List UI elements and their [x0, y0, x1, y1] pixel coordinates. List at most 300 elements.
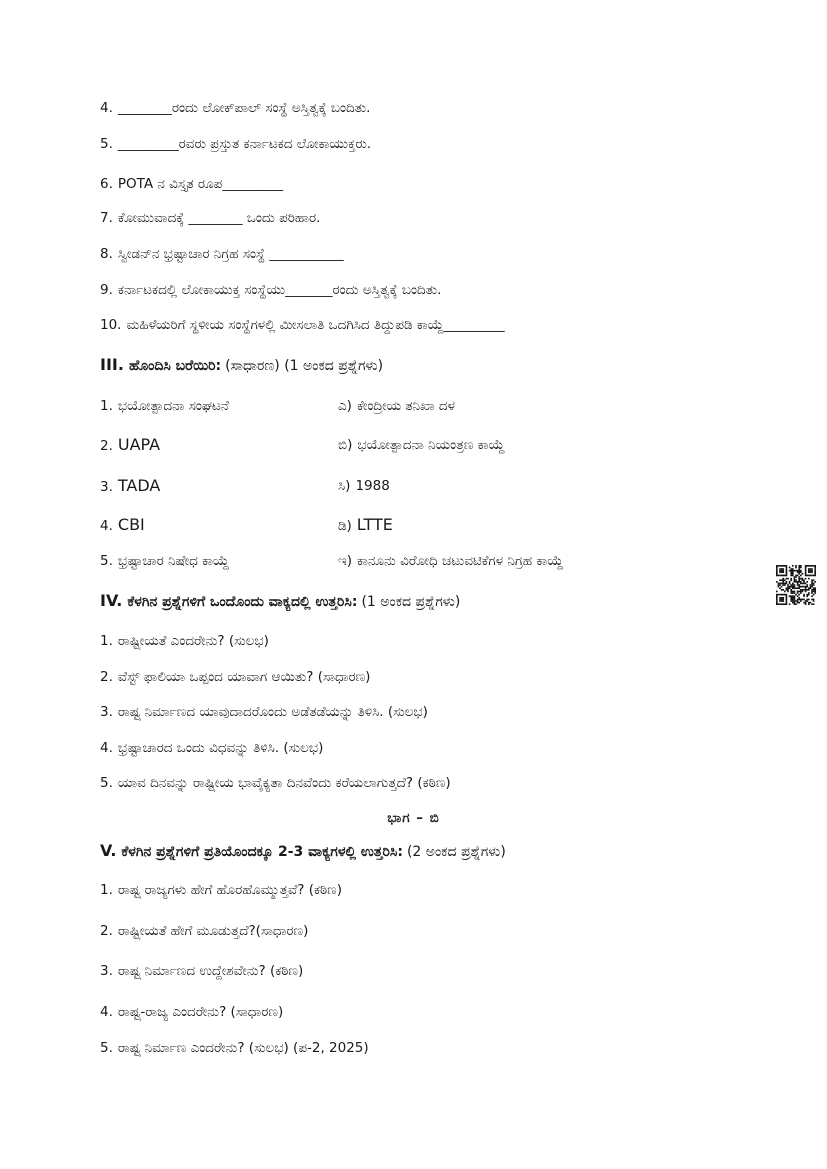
- qr-module: [789, 587, 791, 589]
- qr-module: [792, 599, 794, 601]
- qr-module: [803, 594, 805, 596]
- qr-module: [782, 578, 784, 580]
- qr-module: [790, 595, 792, 597]
- match-left-item: [100, 515, 330, 536]
- qr-module: [790, 568, 792, 570]
- qr-module: [806, 600, 808, 602]
- question-text: ರಾಷ್ಟ್ರ ನಿರ್ಮಾಣದ ಉದ್ದೇಶವೇನು? (ಕಠಿಣ): [117, 963, 304, 979]
- match-key: ಸಿ): [338, 478, 351, 494]
- qr-module: [800, 599, 802, 601]
- qr-module: [795, 567, 797, 569]
- section-title: ಕೆಳಗಿನ ಪ್ರಶ್ನೆಗಳಿಗೆ ಒಂದೊಂದು ವಾಕ್ಯದಲ್ಲಿ ಉತ್ತರಿಸಿ:: [127, 594, 358, 610]
- qr-module: [808, 565, 810, 567]
- qr-module: [805, 589, 807, 591]
- qr-module: [797, 584, 799, 586]
- qr-module: [795, 579, 797, 581]
- qr-module: [781, 597, 783, 599]
- qr-module: [786, 600, 788, 602]
- qr-module: [811, 571, 813, 573]
- qr-module: [790, 592, 792, 594]
- qr-module: [784, 594, 786, 596]
- qr-module: [795, 575, 797, 577]
- section-note: (2 ಅಂಕದ ಪ್ರಶ್ನೆಗಳು): [406, 844, 506, 860]
- qr-module: [798, 565, 800, 567]
- qr-module: [808, 571, 810, 573]
- qr-module: [776, 573, 778, 575]
- qr-module: [790, 575, 792, 577]
- qr-module: [782, 597, 784, 599]
- qr-module: [794, 570, 796, 572]
- item-number: 5.: [100, 136, 113, 152]
- qr-module: [787, 587, 789, 589]
- item-number: 10.: [100, 317, 122, 333]
- qr-module: [811, 579, 813, 581]
- qr-module: [789, 595, 791, 597]
- qr-module: [808, 603, 810, 605]
- qr-module: [779, 597, 781, 599]
- qr-module: [808, 578, 810, 580]
- qr-module: [781, 575, 783, 577]
- qr-module: [782, 594, 784, 596]
- qr-module: [800, 583, 802, 585]
- qr-module: [792, 597, 794, 599]
- match-right-item: [338, 435, 758, 455]
- match-left-item: [100, 435, 330, 456]
- qr-module: [810, 584, 812, 586]
- qr-module: [814, 570, 816, 572]
- qr-module: [789, 603, 791, 605]
- qr-module: [784, 591, 786, 593]
- qr-module: [800, 565, 802, 567]
- qr-module: [781, 589, 783, 591]
- qr-module: [813, 584, 815, 586]
- qr-module: [778, 584, 780, 586]
- qr-module: [805, 587, 807, 589]
- qr-module: [805, 586, 807, 588]
- qr-module: [781, 586, 783, 588]
- match-key: ಇ): [338, 553, 353, 569]
- qr-module: [776, 597, 778, 599]
- qr-module: [805, 600, 807, 602]
- qr-module: [798, 573, 800, 575]
- qr-module: [805, 573, 807, 575]
- qr-module: [813, 591, 815, 593]
- question-item: [100, 774, 750, 792]
- qr-module: [794, 592, 796, 594]
- qr-module: [806, 575, 808, 577]
- qr-module: [781, 568, 783, 570]
- qr-module: [779, 579, 781, 581]
- item-number: 4.: [100, 740, 113, 756]
- qr-module: [794, 587, 796, 589]
- qr-module: [779, 568, 781, 570]
- qr-module: [795, 576, 797, 578]
- qr-module: [813, 565, 815, 567]
- fill-blank-item: [100, 245, 750, 263]
- qr-module: [778, 575, 780, 577]
- qr-module: [798, 602, 800, 604]
- qr-module: [811, 592, 813, 594]
- qr-module: [782, 589, 784, 591]
- qr-module: [781, 603, 783, 605]
- qr-code: [776, 565, 816, 605]
- qr-module: [800, 586, 802, 588]
- match-left-item: [100, 476, 330, 497]
- match-key: ಎ): [338, 398, 352, 414]
- qr-module: [786, 565, 788, 567]
- qr-module: [789, 570, 791, 572]
- qr-module: [805, 603, 807, 605]
- qr-module: [784, 603, 786, 605]
- item-number: 3.: [100, 479, 113, 495]
- match-left-text: ಭಯೋತ್ಪಾದನಾ ಸಂಘಟನೆ: [117, 398, 229, 414]
- qr-module: [806, 565, 808, 567]
- qr-module: [781, 600, 783, 602]
- question-item: [100, 703, 750, 721]
- qr-module: [794, 602, 796, 604]
- fill-blank-item: [100, 99, 750, 117]
- qr-module: [782, 584, 784, 586]
- qr-module: [814, 587, 816, 589]
- qr-module: [813, 589, 815, 591]
- qr-module: [808, 575, 810, 577]
- qr-module: [805, 575, 807, 577]
- qr-module: [781, 571, 783, 573]
- qr-module: [776, 603, 778, 605]
- qr-module: [803, 579, 805, 581]
- qr-module: [811, 603, 813, 605]
- section-iii-heading: [100, 356, 750, 375]
- qr-module: [798, 586, 800, 588]
- qr-module: [797, 592, 799, 594]
- qr-module: [813, 587, 815, 589]
- question-text: ಯಾವ ದಿನವನ್ನು ರಾಷ್ಟ್ರೀಯ ಭಾವೈಕ್ಯತಾ ದಿನವೆಂದು ಕರೆಯಲಾಗುತ್ತದೆ? (ಕಠಿಣ): [117, 775, 451, 791]
- section-note: (1 ಅಂಕದ ಪ್ರಶ್ನೆಗಳು): [361, 594, 461, 610]
- qr-module: [814, 592, 816, 594]
- qr-module: [779, 583, 781, 585]
- question-item: [100, 1039, 750, 1057]
- qr-module: [797, 600, 799, 602]
- qr-module: [776, 575, 778, 577]
- qr-module: [786, 573, 788, 575]
- qr-module: [779, 594, 781, 596]
- item-text: POTA ನ ವಿಸ್ತೃತ ರೂಪ_________: [117, 176, 284, 192]
- item-number: 5.: [100, 775, 113, 791]
- qr-module: [810, 575, 812, 577]
- qr-module: [813, 579, 815, 581]
- match-right-item: [338, 551, 758, 571]
- qr-module: [784, 575, 786, 577]
- qr-module: [797, 587, 799, 589]
- qr-module: [782, 583, 784, 585]
- qr-module: [813, 600, 815, 602]
- match-right-text: 1988: [355, 478, 390, 494]
- qr-module: [790, 579, 792, 581]
- qr-module: [786, 581, 788, 583]
- qr-module: [782, 603, 784, 605]
- qr-module: [800, 570, 802, 572]
- qr-module: [805, 591, 807, 593]
- match-left-item: [100, 396, 330, 416]
- qr-module: [795, 570, 797, 572]
- qr-module: [805, 583, 807, 585]
- qr-module: [786, 599, 788, 601]
- qr-module: [782, 568, 784, 570]
- qr-module: [800, 591, 802, 593]
- qr-module: [811, 586, 813, 588]
- qr-module: [794, 579, 796, 581]
- section-title: ಕೆಳಗಿನ ಪ್ರಶ್ನೆಗಳಿಗೆ ಪ್ರತಿಯೊಂದಕ್ಕೂ 2-3 ವಾಕ್ಯಗಳಲ್ಲಿ ಉತ್ತರಿಸಿ:: [121, 844, 403, 860]
- qr-module: [813, 599, 815, 601]
- qr-module: [813, 583, 815, 585]
- qr-module: [784, 583, 786, 585]
- qr-module: [806, 594, 808, 596]
- qr-module: [814, 567, 816, 569]
- qr-module: [776, 565, 778, 567]
- section-number: V.: [100, 842, 117, 860]
- qr-module: [787, 591, 789, 593]
- qr-module: [797, 581, 799, 583]
- qr-module: [803, 586, 805, 588]
- qr-module: [808, 570, 810, 572]
- qr-module: [795, 565, 797, 567]
- qr-module: [792, 583, 794, 585]
- qr-module: [806, 584, 808, 586]
- qr-module: [794, 584, 796, 586]
- qr-module: [800, 600, 802, 602]
- qr-module: [792, 568, 794, 570]
- item-number: 3.: [100, 963, 113, 979]
- qr-module: [798, 594, 800, 596]
- qr-module: [786, 595, 788, 597]
- qr-module: [792, 600, 794, 602]
- qr-module: [798, 568, 800, 570]
- qr-module: [798, 599, 800, 601]
- qr-module: [786, 589, 788, 591]
- fill-blank-item: [100, 175, 750, 193]
- qr-module: [792, 591, 794, 593]
- qr-module: [800, 592, 802, 594]
- qr-module: [802, 599, 804, 601]
- qr-module: [811, 591, 813, 593]
- question-text: ರಾಷ್ಟ್ರ ರಾಜ್ಯಗಳು ಹೇಗೆ ಹೊರಹೊಮ್ಮುತ್ತವೆ? (ಕಠಿಣ): [117, 882, 343, 898]
- match-right-item: [338, 396, 758, 416]
- qr-module: [811, 595, 813, 597]
- qr-module: [792, 565, 794, 567]
- qr-module: [797, 583, 799, 585]
- question-text: ರಾಷ್ಟ್ರೀಯತೆ ಎಂದರೇನು? (ಸುಲಭ): [117, 633, 269, 649]
- question-item: [100, 881, 750, 899]
- qr-module: [778, 603, 780, 605]
- qr-module: [805, 570, 807, 572]
- qr-module: [803, 581, 805, 583]
- qr-module: [782, 570, 784, 572]
- question-item: [100, 739, 750, 757]
- section-note: (ಸಾಧಾರಣ) (1 ಅಂಕದ ಪ್ರಶ್ನೆಗಳು): [225, 358, 384, 374]
- qr-module: [776, 567, 778, 569]
- item-number: 5.: [100, 1040, 113, 1056]
- qr-module: [808, 592, 810, 594]
- qr-module: [790, 586, 792, 588]
- qr-module: [802, 578, 804, 580]
- qr-module: [781, 565, 783, 567]
- qr-module: [798, 578, 800, 580]
- item-text: ಕರ್ನಾಟಕದಲ್ಲಿ ಲೋಕಾಯುಕ್ತ ಸಂಸ್ಥೆಯು_______ರಂದು ಅಸ್ತಿತ್ವಕ್ಕೆ ಬಂದಿತು.: [117, 282, 442, 298]
- qr-module: [786, 578, 788, 580]
- qr-module: [778, 565, 780, 567]
- qr-module: [792, 592, 794, 594]
- item-number: 6.: [100, 176, 113, 192]
- qr-module: [802, 579, 804, 581]
- qr-module: [781, 583, 783, 585]
- qr-module: [808, 568, 810, 570]
- qr-module: [792, 571, 794, 573]
- qr-module: [805, 571, 807, 573]
- qr-module: [794, 603, 796, 605]
- qr-module: [794, 599, 796, 601]
- qr-module: [810, 571, 812, 573]
- question-text: ರಾಷ್ಟ್ರ ನಿರ್ಮಾಣ ಎಂದರೇನು? (ಸುಲಭ) (ಪ-2, 2025): [117, 1040, 369, 1056]
- qr-module: [792, 584, 794, 586]
- qr-module: [776, 600, 778, 602]
- qr-module: [808, 602, 810, 604]
- qr-module: [779, 575, 781, 577]
- qr-module: [776, 591, 778, 593]
- match-left-item: [100, 551, 330, 571]
- qr-module: [776, 581, 778, 583]
- qr-module: [805, 578, 807, 580]
- item-number: 4.: [100, 518, 113, 534]
- qr-module: [794, 581, 796, 583]
- qr-module: [779, 565, 781, 567]
- qr-module: [786, 570, 788, 572]
- qr-module: [779, 584, 781, 586]
- qr-module: [802, 591, 804, 593]
- qr-module: [782, 571, 784, 573]
- match-right-text: ಕಾನೂನು ವಿರೋಧಿ ಚಟುವಟಿಕೆಗಳ ನಿಗ್ರಹ ಕಾಯ್ದೆ: [357, 553, 564, 569]
- qr-module: [792, 573, 794, 575]
- qr-module: [797, 599, 799, 601]
- qr-module: [786, 568, 788, 570]
- item-text: _________ರವರು ಪ್ರಸ್ತುತ ಕರ್ನಾಟಕದ ಲೋಕಾಯುಕ್ತರು.: [117, 136, 372, 152]
- qr-module: [806, 595, 808, 597]
- qr-module: [803, 595, 805, 597]
- qr-module: [792, 586, 794, 588]
- qr-module: [786, 594, 788, 596]
- qr-module: [790, 600, 792, 602]
- qr-module: [784, 584, 786, 586]
- item-text: ________ರಂದು ಲೋಕ್‌ಪಾಲ್ ಸಂಸ್ಥೆ ಅಸ್ತಿತ್ವಕ್ಕೆ ಬಂದಿತು.: [117, 100, 371, 116]
- qr-module: [790, 573, 792, 575]
- qr-module: [814, 571, 816, 573]
- item-text: ಮಹಿಳೆಯರಿಗೆ ಸ್ಥಳೀಯ ಸಂಸ್ಥೆಗಳಲ್ಲಿ ಮೀಸಲಾತಿ ಒದಗಿಸಿದ ತಿದ್ದುಪಡಿ ಕಾಯ್ದೆ_________: [126, 317, 505, 333]
- item-number: 1.: [100, 882, 113, 898]
- qr-module: [790, 570, 792, 572]
- qr-module: [800, 589, 802, 591]
- qr-module: [782, 575, 784, 577]
- match-right-text: LTTE: [356, 515, 393, 534]
- qr-module: [792, 595, 794, 597]
- qr-module: [779, 599, 781, 601]
- qr-module: [810, 565, 812, 567]
- qr-module: [790, 571, 792, 573]
- qr-module: [808, 587, 810, 589]
- question-text: ರಾಷ್ಟ್ರ ನಿರ್ಮಾಣದ ಯಾವುದಾದರೊಂದು ಅಡೆತಡೆಯನ್ನು ತಿಳಿಸಿ. (ಸುಲಭ): [117, 704, 428, 720]
- qr-module: [813, 594, 815, 596]
- item-text: ಕೋಮುವಾದಕ್ಕೆ ________ ಒಂದು ಪರಿಹಾರ.: [117, 210, 321, 226]
- section-title: ಹೊಂದಿಸಿ ಬರೆಯಿರಿ:: [128, 358, 222, 374]
- qr-module: [778, 594, 780, 596]
- qr-module: [813, 575, 815, 577]
- qr-module: [811, 568, 813, 570]
- qr-module: [803, 583, 805, 585]
- qr-module: [794, 597, 796, 599]
- qr-module: [792, 575, 794, 577]
- qr-module: [811, 581, 813, 583]
- section-iv-heading: [100, 592, 750, 611]
- qr-module: [798, 591, 800, 593]
- match-right-item: [338, 476, 758, 496]
- qr-module: [800, 571, 802, 573]
- qr-module: [776, 599, 778, 601]
- qr-module: [781, 579, 783, 581]
- qr-module: [792, 602, 794, 604]
- question-item: [100, 632, 750, 650]
- qr-module: [798, 576, 800, 578]
- qr-module: [811, 565, 813, 567]
- qr-module: [798, 581, 800, 583]
- match-left-text: UAPA: [117, 435, 161, 454]
- item-number: 9.: [100, 282, 113, 298]
- qr-module: [794, 595, 796, 597]
- item-number: 1.: [100, 633, 113, 649]
- question-text: ರಾಷ್ಟ್ರ-ರಾಜ್ಯ ಎಂದರೇನು? (ಸಾಧಾರಣ): [117, 1004, 284, 1020]
- qr-module: [811, 584, 813, 586]
- qr-module: [779, 571, 781, 573]
- qr-module: [805, 602, 807, 604]
- qr-module: [802, 573, 804, 575]
- qr-module: [805, 565, 807, 567]
- qr-module: [803, 602, 805, 604]
- qr-module: [814, 565, 816, 567]
- qr-module: [790, 578, 792, 580]
- fill-blank-item: [100, 281, 750, 299]
- item-number: 7.: [100, 210, 113, 226]
- match-right-text: ಭಯೋತ್ಪಾದನಾ ನಿಯಂತ್ರಣ ಕಾಯ್ದೆ: [357, 437, 505, 453]
- qr-module: [782, 600, 784, 602]
- qr-module: [778, 583, 780, 585]
- qr-module: [810, 602, 812, 604]
- match-key: ಡಿ): [338, 518, 352, 534]
- match-right-text: ಕೇಂದ್ರೀಯ ತನಿಖಾ ದಳ: [356, 398, 455, 414]
- question-text: ರಾಷ್ಟ್ರೀಯತೆ ಹೇಗೆ ಮೂಡುತ್ತದೆ?(ಸಾಧಾರಣ): [117, 923, 309, 939]
- qr-module: [805, 568, 807, 570]
- qr-module: [814, 575, 816, 577]
- qr-module: [786, 583, 788, 585]
- qr-module: [792, 570, 794, 572]
- qr-module: [792, 587, 794, 589]
- qr-module: [802, 583, 804, 585]
- qr-module: [803, 599, 805, 601]
- item-number: 4.: [100, 100, 113, 116]
- qr-module: [776, 602, 778, 604]
- qr-module: [782, 565, 784, 567]
- qr-module: [797, 575, 799, 577]
- item-text: ಸ್ವೀಡನ್‌ನ ಭ್ರಷ್ಟಾಚಾರ ನಿಗ್ರಹ ಸಂಸ್ಥೆ ___________: [117, 246, 344, 262]
- qr-module: [782, 579, 784, 581]
- qr-module: [781, 594, 783, 596]
- question-item: [100, 1003, 750, 1021]
